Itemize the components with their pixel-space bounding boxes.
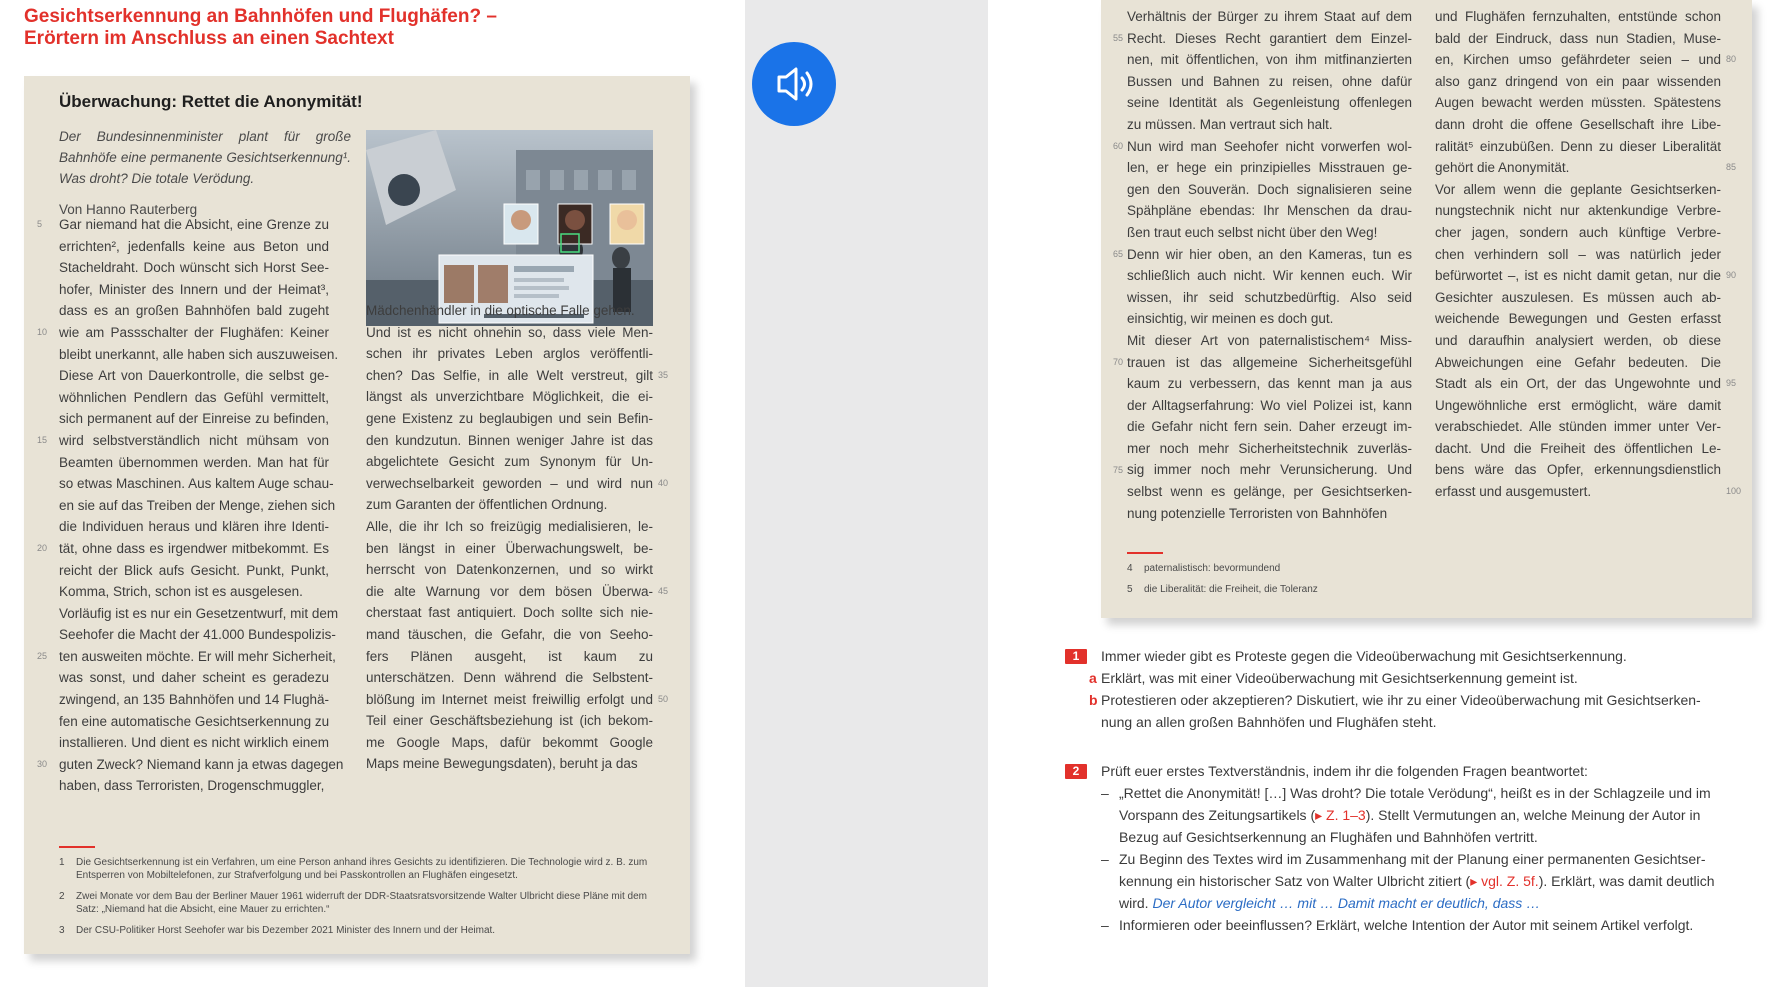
task-1a-text: Erklärt, was mit einer Videoüberwachung mit Gesichtserkennung gemeint ist.: [1101, 670, 1578, 686]
article-line: errichten², jedenfalls keine aus Beton und: [59, 238, 329, 254]
article-line: Teil einer Geschäftsbeziehung ist (ich bekom-: [366, 713, 653, 729]
article-line: Alle, die ihr Ich so freizügig medialisieren, le-: [366, 518, 653, 534]
footnote-text: Zwei Monate vor dem Bau der Berliner Mauer 1961 widerruft der DDR-Staatsratsvorsitzende Walter Ulbricht diese Pläne mit dem Satz: „Niemand hat die Absicht, eine Mauer zu errichten.“: [76, 891, 647, 915]
article-line: chen? Das Selfie, in alle Welt verstreut, gilt: [366, 367, 653, 383]
bullet-dash: –: [1101, 851, 1109, 867]
audio-speaker-button[interactable]: [752, 42, 836, 126]
article-line: gene Existenz zu beglaubigen und sein Befin-: [366, 410, 653, 426]
chapter-title-line-1: Gesichtserkennung an Bahnhöfen und Flughäfen? –: [24, 6, 497, 27]
article-box-left: [24, 76, 690, 954]
footnote-number: 5: [1127, 584, 1133, 595]
line-number: 90: [1726, 270, 1737, 281]
line-number: 40: [658, 477, 669, 488]
article-line: schen ihr privates Leben arglos veröffentli-: [366, 346, 653, 362]
article-line: verwechselbarkeit geworden – und wird nun: [366, 475, 653, 491]
surveillance-photo-illustration: [366, 130, 653, 326]
article-line: die alte Warnung vor dem bösen Überwa-: [366, 583, 653, 599]
article-line: Beamten übernommen werden. Man hat für: [59, 454, 329, 470]
line-number: 95: [1726, 378, 1737, 389]
task-2-bullet-1-line-3: Bezug auf Gesichtserkennung an Flughäfen und Bahnhöfen vertritt.: [1119, 829, 1538, 845]
line-number: 100: [1726, 486, 1742, 497]
task-number-2: 2: [1065, 764, 1087, 779]
footnote-text: paternalistisch: bevormundend: [1144, 563, 1281, 574]
line-number: 70: [1113, 356, 1124, 367]
line-number: 85: [1726, 162, 1737, 173]
chapter-title: [24, 6, 724, 50]
text-span: kennung ein historischer Satz von Walter Ulbricht zitiert (: [1119, 873, 1471, 889]
task-2-text: Prüft euer erstes Textverständnis, indem ihr die folgenden Fragen beantwortet:: [1101, 763, 1588, 779]
footnote-number: 4: [1127, 563, 1133, 574]
sentence-starter-hint: Der Autor vergleicht … mit … Damit macht er deutlich, dass …: [1152, 895, 1541, 911]
article-column-2: [366, 300, 653, 775]
article-line: chen verhindern soll – was natürlich jeder: [1435, 246, 1721, 262]
article-line: ralität⁵ einzubüßen. Denn zu dieser Liberalität: [1435, 138, 1721, 154]
article-line: Mit dieser Art von paternalistischem⁴ Miss-: [1127, 332, 1412, 348]
task-2-bullet-3: Informieren oder beeinflussen? Erklärt, welche Intention der Autor mit seinem Artikel verfolgt.: [1119, 917, 1694, 933]
article-line: seine Identität als Gegenleistung offenlegen: [1127, 95, 1412, 111]
article-line: blößung im Internet meist freiwillig erfolgt und: [366, 691, 653, 707]
article-line: den kundzutun. Binnen weniger Jahre ist das: [366, 432, 653, 448]
task-2-bullet-2-line-2: [1119, 871, 1715, 893]
article-line: guten Zweck? Niemand kann ja etwas dagegen: [59, 756, 344, 772]
footnote-number: 2: [59, 891, 65, 902]
article-line: Augen bewacht werden müssten. Spätestens: [1435, 95, 1721, 111]
article-line: wird selbstverständlich nicht mühsam von: [59, 432, 329, 448]
article-line: längst als unverzichtbare Möglichkeit, die ei-: [366, 389, 653, 405]
line-number: 35: [658, 369, 669, 380]
bullet-dash: –: [1101, 785, 1109, 801]
article-line: bald der Eindruck, dass nun Stadien, Muse-: [1435, 30, 1721, 46]
article-line: und daraufhin analysiert werden, ob diese: [1435, 332, 1721, 348]
article-line: herrscht von Datenkonzernen, und so wirkt: [366, 562, 653, 578]
right-page: [988, 0, 1786, 987]
article-column-3: [1127, 6, 1412, 524]
article-intro: Der Bundesinnenminister plant für große Bahnhöfe eine permanente Gesichtserkennung¹. Was droht? Die totale Verödung.: [59, 129, 351, 186]
text-span: Vorspann des Zeitungsartikels (: [1119, 807, 1316, 823]
line-reference-link[interactable]: ▸ Z. 1–3: [1315, 807, 1366, 823]
article-line: befürwortet –, ist es nicht damit getan, nur die: [1435, 268, 1721, 284]
text-span: wird.: [1119, 895, 1153, 911]
surveillance-photo: [366, 130, 653, 326]
footnote: [59, 924, 669, 937]
article-line: Vorläufig ist es nur ein Gesetzentwurf, mit dem: [59, 605, 339, 621]
article-line: mand täuschen, die Gefahr, die von Seeho-: [366, 626, 653, 642]
article-line: und Flughäfen fernzuhalten, entstünde schon: [1435, 9, 1721, 24]
line-number: 5: [37, 219, 43, 229]
article-line: Mädchenhändler in die optische Falle gehen.: [366, 303, 635, 318]
article-line: ßen traut euch selbst nicht über den Weg!: [1127, 224, 1378, 240]
article-line: schließlich auch nicht. Wir kennen euch. Wir: [1127, 268, 1412, 284]
line-reference-link[interactable]: ▸ vgl. Z. 5f.: [1470, 873, 1539, 889]
text-span: ). Erklärt, was damit deutlich: [1538, 873, 1715, 889]
line-number: 50: [658, 693, 669, 704]
article-line: sig immer noch mehr Verunsicherung. Und: [1127, 462, 1412, 478]
article-line: unterschätzen. Denn während die Selbstent-: [366, 670, 653, 686]
task-1-text: Immer wieder gibt es Proteste gegen die Videoüberwachung mit Gesichtserkennung.: [1101, 648, 1627, 664]
article-line: die Gefahr nicht fern sein. Daher erzeugt im-: [1127, 419, 1412, 435]
article-line: Nun wird man Seehofer nicht vorwerfen wol-: [1127, 138, 1412, 154]
article-line: Komma, Strich, schon ist es ausgelesen.: [59, 584, 303, 600]
article-line: mer noch mehr Sicherheitstechnik zuverläs-: [1127, 440, 1412, 456]
footnote-rule-right: [1127, 552, 1163, 554]
article-title: Überwachung: Rettet die Anonymität!: [59, 92, 363, 111]
task-2-bullet-2-line-1: Zu Beginn des Textes wird im Zusammenhang mit der Planung einer permanenten Gesichtser-: [1119, 851, 1706, 867]
article-line: kaum zu verbessern, das kennt man ja aus: [1127, 376, 1412, 392]
article-line: Und ist es nicht ohnehin so, dass viele Men-: [366, 324, 653, 340]
line-number: 30: [37, 759, 48, 769]
article-line: bens wäre das Opfer, erkennungsdienstlich: [1435, 462, 1721, 478]
article-line: haben, dass Terroristen, Drogenschmuggler,: [59, 778, 325, 794]
article-line: Stacheldraht. Doch wünscht sich Horst See-: [59, 260, 329, 276]
article-line: Maps meine Bewegungsdaten), beruht ja das: [366, 756, 638, 772]
article-line: ten ausweiten möchte. Er will mehr Sicherheit,: [59, 648, 336, 664]
article-line: Spähpläne ebendas: Ihr Menschen da drau-: [1127, 203, 1412, 219]
article-line: selbst wenn es gelänge, per Gesichtserken-: [1127, 484, 1412, 500]
article-line: en sie auf das Treiben der Menge, ziehen sich: [59, 497, 336, 513]
task-1a-letter: a: [1089, 670, 1097, 686]
footnote: [1127, 583, 1687, 596]
task-2-bullet-1-line-2: [1119, 805, 1700, 827]
article-line: tät, ohne dass es irgendwer mitbekommt. Es: [59, 540, 329, 556]
article-line: reicht der Blick aufs Gesicht. Punkt, Punkt,: [59, 562, 329, 578]
line-number: 15: [37, 435, 48, 445]
article-line: wissen, ihr seid schutzbedürftig. Also seid: [1127, 289, 1412, 305]
line-number: 60: [1113, 140, 1124, 151]
line-number: 55: [1113, 32, 1124, 43]
article-line: Seehofer die Macht der 41.000 Bundespolizis-: [59, 627, 336, 643]
article-line: wöhnlichen Pendlern das Gefühl vermittelt,: [59, 389, 329, 405]
article-line: nungstechnik nicht nur aktenkundige Verbre-: [1435, 203, 1721, 219]
article-line: was sonst, und daher scheint es geradezu: [59, 670, 329, 686]
footnote-rule-left: [59, 846, 95, 848]
article-line: einsichtig, wir meinen es doch gut.: [1127, 311, 1334, 327]
footnote-number: 1: [59, 857, 65, 868]
line-number: 45: [658, 585, 669, 596]
article-line: zwingend, an 135 Bahnhöfen und 14 Flughä-: [59, 692, 329, 708]
article-line: wie am Passschalter der Flughäfen: Keiner: [59, 324, 329, 340]
footnote-text: Der CSU-Politiker Horst Seehofer war bis Dezember 2021 Minister des Innern und der Heimat.: [76, 925, 496, 936]
task-1b-letter: b: [1089, 692, 1098, 708]
text-span: ). Stellt Vermutungen an, welche Meinung der Autor in: [1365, 807, 1701, 823]
chapter-title-line-2: Erörtern im Anschluss an einen Sachtext: [24, 28, 394, 49]
task-2-bullet-2-line-3: [1119, 893, 1540, 915]
footnote: [59, 890, 669, 916]
article-line: Diese Art von Dauerkontrolle, die selbst ge-: [59, 368, 329, 384]
article-line: nung potenzielle Terroristen von Bahnhöfen: [1127, 505, 1388, 521]
line-number: 65: [1113, 248, 1124, 259]
line-number: 10: [37, 327, 48, 337]
article-line: so etwas Maschinen. Aus kaltem Auge schau-: [59, 476, 334, 492]
footnote: [1127, 562, 1687, 575]
article-line: fen eine automatische Gesichtserkennung zu: [59, 713, 330, 729]
article-line: dann droht die offene Gesellschaft ihre Libe-: [1435, 116, 1721, 132]
article-line: erfasst und ausgemustert.: [1435, 484, 1592, 500]
bullet-dash: –: [1101, 917, 1109, 933]
footnote-text: Die Gesichtserkennung ist ein Verfahren, um eine Person anhand ihres Gesichts zu identifizieren. Die Technologie wird z. B. zum Entsperren von Mobiltelefonen, zur Strafverfolgung und bei Passkontrollen an Flughäfen eingesetzt.: [76, 857, 648, 881]
footnote-number: 3: [59, 925, 65, 936]
line-number: 80: [1726, 54, 1737, 65]
article-line: zum Garanten der öffentlichen Ordnung.: [366, 497, 608, 513]
article-line: Bussen und Bahnen zu reisen, ohne dafür: [1127, 73, 1412, 89]
article-line: trauen ist das allgemeine Sicherheitsgefühl: [1127, 354, 1412, 370]
article-line: hofer, Minister des Innern und der Heimat³,: [59, 281, 329, 297]
article-line: Recht. Dieses Recht garantiert dem Einzel-: [1127, 30, 1412, 46]
line-number: 75: [1113, 464, 1124, 475]
line-number: 20: [37, 543, 48, 553]
footnote-text: die Liberalität: die Freiheit, die Toleranz: [1144, 584, 1318, 595]
article-line: Abweichungen eine Gefahr bedeuten. Die: [1435, 354, 1721, 370]
article-column-1: [59, 214, 344, 797]
speaker-icon: [752, 42, 836, 126]
article-line: cher jagen, sondern auch künftige Verbre-: [1435, 224, 1721, 240]
article-line: Stadt als ein Ort, der das Ungewohnte und: [1435, 376, 1721, 392]
article-line: die Individuen heraus und klären ihre Identi-: [59, 519, 329, 535]
article-line: Verhältnis der Bürger zu ihrem Staat auf dem: [1127, 9, 1412, 24]
left-page: [0, 0, 745, 987]
line-number: 25: [37, 651, 48, 661]
article-line: der Alltagserfahrung: Wo viel Polizei ist, kann: [1127, 397, 1412, 413]
task-2-bullet-1-line-1: „Rettet die Anonymität! […] Was droht? Die totale Verödung“, heißt es in der Schlagzeile und im: [1119, 785, 1711, 801]
task-1b-line-2: nung an allen großen Bahnhöfen und Flughäfen steht.: [1101, 714, 1437, 730]
article-line: nen, mit öffentlichen, von ihm mitfinanzierten: [1127, 52, 1412, 68]
task-number-1: 1: [1065, 649, 1087, 664]
article-line: fers Plänen ausgeht, ist kaum zu: [366, 648, 653, 664]
article-line: Denn wir hier oben, an den Kameras, tun es: [1127, 246, 1412, 262]
article-column-4: [1435, 6, 1721, 503]
article-line: en, Kirchen umso gefährdeter seien – und: [1435, 52, 1721, 68]
article-box-right: [1101, 0, 1752, 618]
article-line: Vor allem wenn die geplante Gesichtserken-: [1435, 181, 1721, 197]
article-line: sich permanent auf der Einreise zu befinden,: [59, 411, 329, 427]
article-line: zu müssen. Man vertraut sich halt.: [1127, 116, 1333, 132]
article-line: also ganz dringend von ein paar wissenden: [1435, 73, 1721, 89]
article-line: me Google Maps, dafür bekommt Google: [366, 734, 653, 750]
article-line: len, er hege ein prinzipielles Misstrauen ge-: [1127, 160, 1412, 176]
article-line: Ungewöhnliche erst ermöglicht, wäre damit: [1435, 397, 1721, 413]
article-line: bleibt unerkannt, alle haben sich auszuweisen.: [59, 346, 339, 362]
article-line: ben längst in einer Überwachungswelt, be-: [366, 540, 653, 556]
article-line: installieren. Und dient es nicht wirklich einem: [59, 735, 329, 751]
article-line: weichende Bewegungen und Gesten erfasst: [1435, 311, 1721, 327]
article-line: cherstaat fast antiquiert. Doch sollte sich nie-: [366, 605, 653, 621]
article-author: Von Hanno Rauterberg: [59, 202, 198, 217]
article-line: gehört die Anonymität.: [1435, 160, 1570, 176]
footnote: [59, 856, 669, 882]
article-line: gen den Souverän. Doch signalisieren seine: [1127, 181, 1412, 197]
task-1b-line-1: Protestieren oder akzeptieren? Diskutiert, wie ihr zu einer Videoüberwachung mit Gesichtserken-: [1101, 692, 1701, 708]
article-line: verabschiedet. Alle stünden immer unter Ver-: [1435, 419, 1721, 435]
article-line: Gesichter auszulesen. Es müssen auch ab-: [1435, 289, 1721, 305]
article-line: dacht. Und die Freiheit des öffentlichen Le-: [1435, 440, 1721, 456]
article-line: abgelichtete Gesicht zum Synonym für Un-: [366, 454, 653, 470]
article-line: Gar niemand hat die Absicht, eine Grenze zu: [59, 217, 329, 232]
article-line: dass es an großen Bahnhöfen bald zugeht: [59, 303, 329, 319]
